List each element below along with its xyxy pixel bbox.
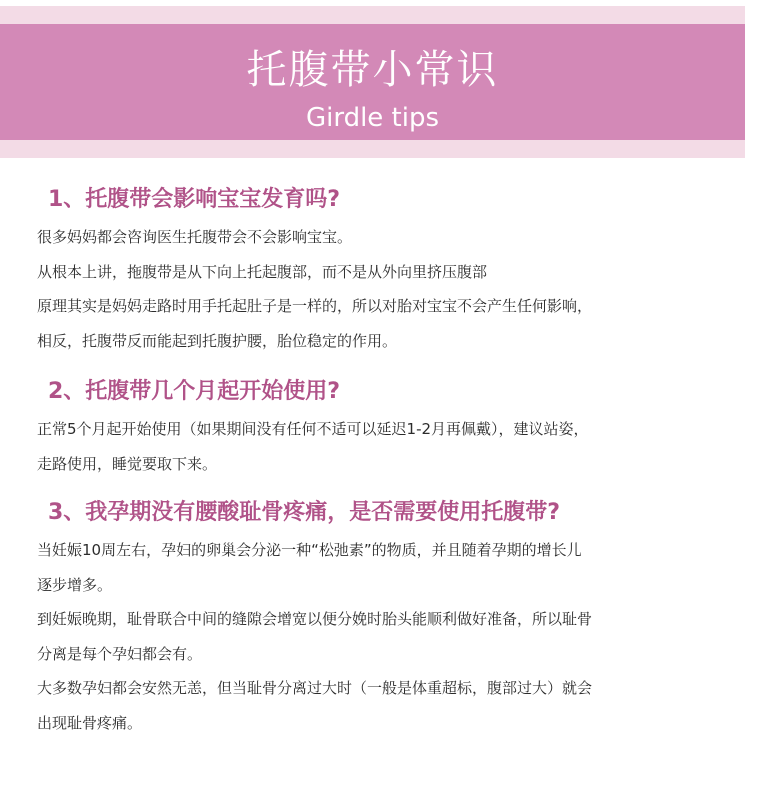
tip-heading-1: 1、托腹带会影响宝宝发育吗? (48, 187, 341, 212)
tip-heading-3: 3、我孕期没有腰酸耻骨疼痛，是否需要使用托腹带? (48, 500, 561, 525)
tip-2-line-1: 正常5个月起开始使用（如果期间没有任何不适可以延迟1-2月再佩戴），建议站姿， (37, 420, 589, 438)
tip-1-line-2: 从根本上讲，拖腹带是从下向上托起腹部，而不是从外向里挤压腹部 (37, 262, 488, 281)
tip-1-line-3: 原理其实是妈妈走路时用手托起肚子是一样的，所以对胎对宝宝不会产生任何影响， (37, 297, 593, 315)
tip-3-line-6: 出现耻骨疼痛。 (37, 713, 143, 732)
header-banner (0, 6, 745, 158)
tip-3-line-3: 到妊娠晚期，耻骨联合中间的缝隙会增宽以便分娩时胎头能顺利做好准备，所以耻骨 (37, 610, 593, 628)
tip-section-3 (37, 493, 727, 740)
tip-3-line-4: 分离是每个孕妇都会有。 (37, 644, 203, 663)
tip-2-line-2: 走路使用，睡觉要取下来。 (37, 454, 218, 473)
tip-1-line-4: 相反，托腹带反而能起到托腹护腰，胎位稳定的作用。 (37, 331, 398, 350)
tip-1-line-1: 很多妈妈都会咨询医生托腹带会不会影响宝宝。 (37, 228, 353, 246)
page-title: 托腹带小常识 (246, 47, 499, 93)
header-banner-band (0, 24, 745, 140)
page-subtitle: Girdle tips (305, 103, 440, 133)
tips-content (37, 180, 727, 740)
tip-3-line-2: 逐步增多。 (37, 575, 113, 594)
tip-section-2 (37, 372, 727, 481)
tip-3-line-1: 当妊娠10周左右，孕妇的卵巢会分泌一种“松弛素”的物质，并且随着孕期的增长儿 (37, 541, 582, 559)
tip-3-line-5: 大多数孕妇都会安然无恙，但当耻骨分离过大时（一般是体重超标，腹部过大）就会 (37, 679, 593, 697)
tip-section-1 (37, 180, 727, 358)
tip-heading-2: 2、托腹带几个月起开始使用? (48, 379, 341, 404)
